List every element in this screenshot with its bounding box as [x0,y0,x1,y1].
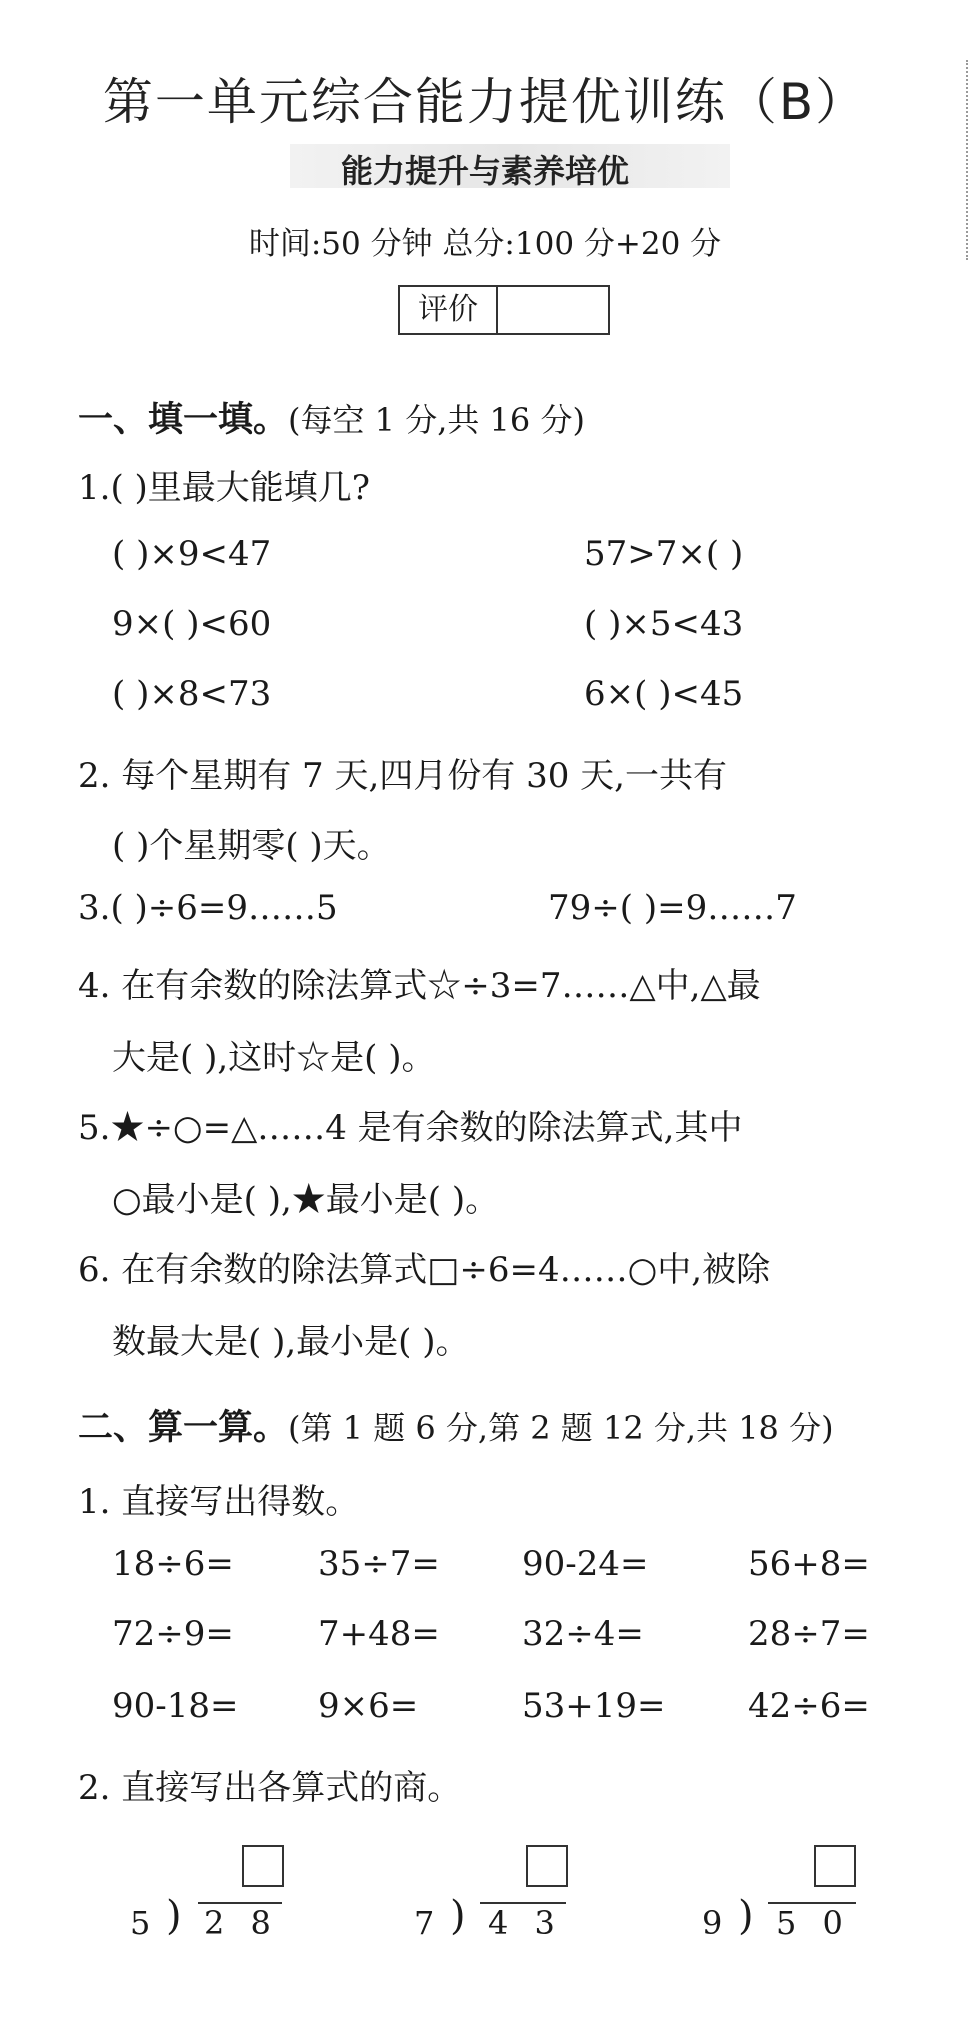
question-1-1-item: 9×( )<60 [112,604,272,644]
question-1-1-item: ( )×9<47 [112,534,272,574]
question-1-1-item: 6×( )<45 [584,674,744,714]
question-1-1-item: ( )×8<73 [112,674,272,714]
calc-item: 90-24= [522,1544,649,1584]
calc-item: 28÷7= [748,1614,870,1654]
calc-item: 18÷6= [112,1544,234,1584]
time-score-info: 时间:50 分钟 总分:100 分+20 分 [248,226,722,262]
question-1-1-prompt: 1.( )里最大能填几? [78,468,371,508]
question-1-5-line-2: ○最小是( ),★最小是( )。 [112,1180,500,1220]
division-bracket: ) [166,1893,182,1939]
evaluation-box [398,285,610,335]
division-bracket: ) [738,1893,754,1939]
question-2-2-prompt: 2. 直接写出各算式的商。 [78,1768,462,1808]
section-2-points: (第 1 题 6 分,第 2 题 12 分,共 18 分) [288,1409,834,1447]
calc-item: 7+48= [318,1614,440,1654]
calc-item: 35÷7= [318,1544,440,1584]
question-1-1-item: ( )×5<43 [584,604,744,644]
question-1-5-line-1: 5.★÷○=△……4 是有余数的除法算式,其中 [78,1108,743,1148]
page-subtitle: 能力提升与素养培优 [340,152,629,190]
question-1-4-line-2: 大是( ),这时☆是( )。 [112,1038,436,1078]
division-dividend: 2 8 [204,1904,279,1942]
section-1-heading [78,392,585,442]
question-1-3-left: 3.( )÷6=9……5 [78,888,338,928]
calc-item: 56+8= [748,1544,870,1584]
calc-item: 32÷4= [522,1614,644,1654]
calc-item: 90-18= [112,1686,239,1726]
question-1-6-line-1: 6. 在有余数的除法算式□÷6=4……○中,被除 [78,1250,771,1290]
quotient-answer-box[interactable] [526,1845,568,1887]
division-dividend: 4 3 [488,1904,563,1942]
division-divisor: 9 [702,1904,731,1942]
page-title: 第一单元综合能力提优训练（B） [102,73,868,131]
calc-item: 42÷6= [748,1686,870,1726]
division-bracket: ) [450,1893,466,1939]
section-1-title: 一、填一填。 [78,400,289,440]
calc-item: 53+19= [522,1686,666,1726]
question-1-1-item: 57>7×( ) [584,534,744,574]
section-1-points: (每空 1 分,共 16 分) [288,401,585,439]
evaluation-label: 评价 [400,287,498,333]
section-2-heading [78,1400,834,1450]
calc-item: 9×6= [318,1686,419,1726]
question-1-2-line-1: 2. 每个星期有 7 天,四月份有 30 天,一共有 [78,756,727,796]
question-1-2-line-2: ( )个星期零( )天。 [112,826,391,866]
division-divisor: 5 [130,1904,159,1942]
question-1-4-line-1: 4. 在有余数的除法算式☆÷3=7……△中,△最 [78,966,761,1006]
section-2-title: 二、算一算。 [78,1408,289,1448]
division-dividend: 5 0 [776,1904,851,1942]
question-2-1-prompt: 1. 直接写出得数。 [78,1482,360,1522]
quotient-answer-box[interactable] [242,1845,284,1887]
division-divisor: 7 [414,1904,443,1942]
quotient-answer-box[interactable] [814,1845,856,1887]
question-1-6-line-2: 数最大是( ),最小是( )。 [112,1322,470,1362]
question-1-3-right: 79÷( )=9……7 [548,888,797,928]
calc-item: 72÷9= [112,1614,234,1654]
